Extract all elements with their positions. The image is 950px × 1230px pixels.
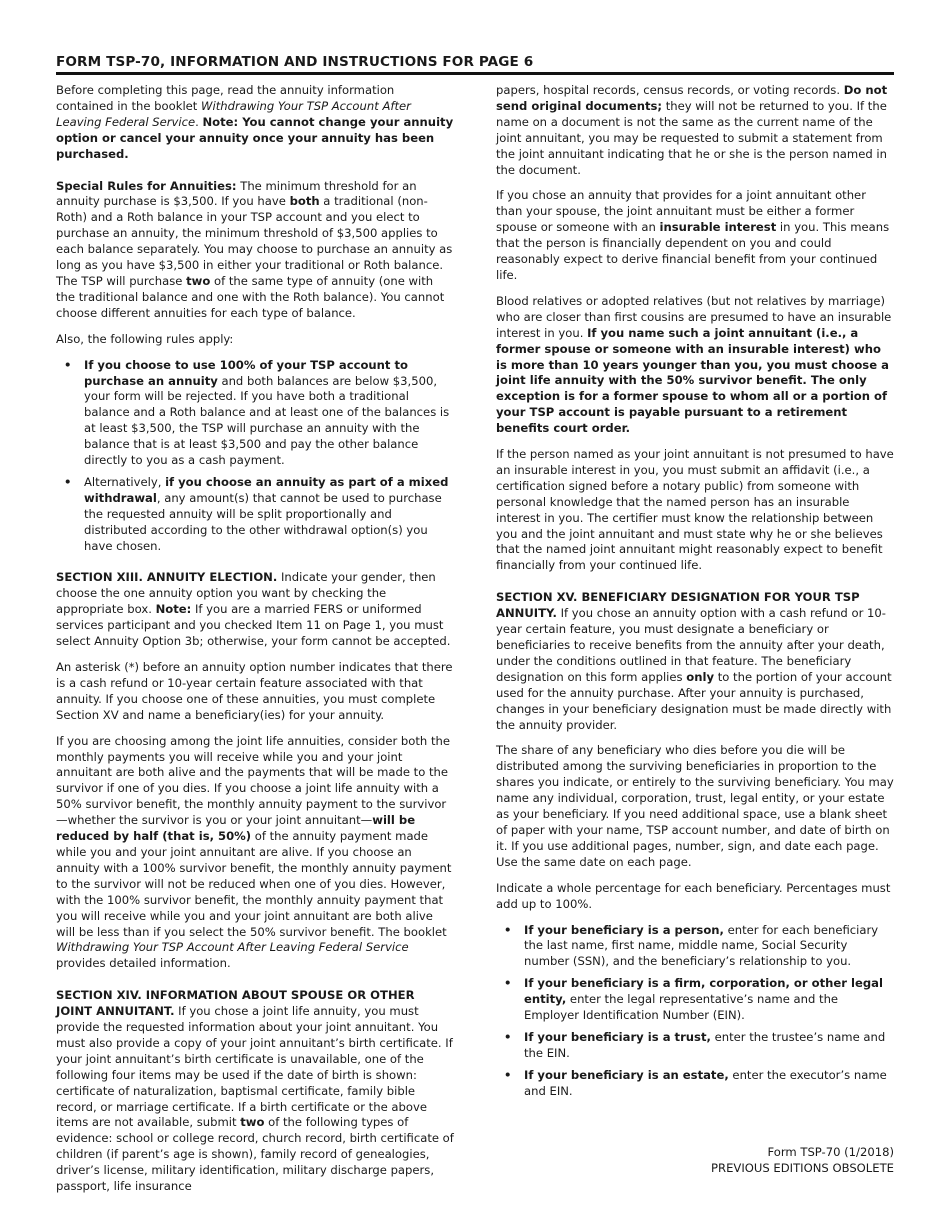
also-rules-paragraph: Also, the following rules apply: bbox=[56, 331, 234, 346]
blood-relatives-paragraph: Blood relatives or adopted relatives (but not relatives by marriage) who are closer than first cousins are presumed to have an insurable interest in you. If you name such a joint annuitant (i.e., a former spouse or someone with an insurable interest) who is more than 10 years younger than you, you must choose a joint life annuity with the 50% survivor benefit. The only exception is for a former spouse to whom all or a portion of your TSP account is payable pursuant to a retirement benefits court order. bbox=[496, 293, 892, 436]
page-header bbox=[56, 54, 894, 75]
percentage-paragraph: Indicate a whole percentage for each beneficiary. Percentages must add up to 100%. bbox=[496, 880, 891, 911]
documents-paragraph: papers, hospital records, census records, or voting records. Do not send original documents; they will not be returned to you. If the name on a document is not the same as the current name of the joint annuitant, you may be requested to submit a statement from the joint annuitant indicating that he or she is the person named in the document. bbox=[496, 83, 888, 177]
intro-paragraph: Before completing this page, read the annuity information contained in the booklet Withdrawing Your TSP Account After Leaving Federal Service. Note: You cannot change your annuity option or cancel your annuity once your annuity has been purchased. bbox=[56, 83, 454, 161]
list-item: • If your beneficiary is a person, enter for each beneficiary the last name, first name, middle name, Social Security number (SSN), and the beneficiary’s relationship to you. bbox=[524, 923, 894, 971]
list-item: • If your beneficiary is a trust, enter the trustee’s name and the EIN. bbox=[524, 1030, 894, 1062]
beneficiary-types-list bbox=[496, 923, 894, 1100]
list-item: • Alternatively, if you choose an annuity as part of a mixed withdrawal, any amount(s) that cannot be used to purchase the requested annuity will be split proportionally and distributed according to the other withdrawal option(s) you have chosen. bbox=[84, 475, 454, 555]
list-item: • If you choose to use 100% of your TSP account to purchase an annuity and both balances are below $3,500, your form will be rejected. If you have both a traditional balance and a Roth balance and at least one of the balances is at least $3,500, the TSP will purchase an annuity with the balance that is at least $3,500 and pay the other balance directly to you as a cash payment. bbox=[84, 358, 454, 469]
annuity-rules-list bbox=[56, 358, 454, 555]
list-item: • If your beneficiary is an estate, enter the executor’s name and EIN. bbox=[524, 1068, 894, 1100]
left-column bbox=[56, 83, 454, 1205]
page-title: FORM TSP-70, INFORMATION AND INSTRUCTIONS FOR PAGE 6 bbox=[56, 54, 534, 70]
asterisk-paragraph: An asterisk (*) before an annuity option number indicates that there is a cash refund or 10-year certain feature associated with that annuity. If you choose one of these annuities, you must complete Section XV and name a beneficiary(ies) for your annuity. bbox=[56, 660, 453, 722]
affidavit-paragraph: If the person named as your joint annuitant is not presumed to have an insurable interest in you, you must submit an affidavit (i.e., a certification signed before a notary public) from someone with personal knowledge that the named person has an insurable interest in you. The certifier must know the relationship between you and the joint annuitant and must state why he or she believes that the named joint annuitant might reasonably expect to benefit financially from your continued life. bbox=[496, 447, 894, 573]
form-id: Form TSP-70 (1/2018) bbox=[767, 1145, 894, 1159]
special-rules-paragraph: Special Rules for Annuities: The minimum threshold for an annuity purchase is $3,500. If you have both a traditional (non-Roth) and a Roth balance in your TSP account and you elect to purchase an annuity, the minimum threshold of $3,500 applies to each balance separately. You may choose to purchase an annuity as long as you have $3,500 in either your traditional or Roth balance. The TSP will purchase two of the same type of annuity (one with the traditional balance and one with the Roth balance). You cannot choose different annuities for each type of balance. bbox=[56, 178, 453, 320]
page-footer bbox=[711, 1145, 894, 1176]
share-paragraph: The share of any beneficiary who dies before you die will be distributed among the surviving beneficiaries in proportion to the shares you indicate, or entirely to the surviving beneficiary. You may name any individual, corporation, trust, legal entity, or your estate as your beneficiary. If you need additional space, use a blank sheet of paper with your name, TSP account number, and date of birth on it. If you use additional pages, number, sign, and date each page. Use the same date on each page. bbox=[496, 743, 894, 869]
section-15-paragraph: SECTION XV. BENEFICIARY DESIGNATION FOR YOUR TSP ANNUITY. If you chose an annuity option with a cash refund or 10-year certain feature, you must designate a beneficiary or beneficiaries to receive benefits from the annuity after your death, under the conditions outlined in that feature. The beneficiary designation on this form applies only to the portion of your account used for the annuity purchase. After your annuity is purchased, changes in your beneficiary designation must be made directly with the annuity provider. bbox=[496, 590, 892, 732]
obsolete-notice: PREVIOUS EDITIONS OBSOLETE bbox=[711, 1160, 894, 1175]
list-item: • If your beneficiary is a firm, corporation, or other legal entity, enter the legal representative’s name and the Employer Identification Number (EIN). bbox=[524, 976, 894, 1024]
section-13-paragraph: SECTION XIII. ANNUITY ELECTION. Indicate your gender, then choose the one annuity option you want by checking the appropriate box. Note: If you are a married FERS or uniformed services participant and you checked Item 11 on Page 1, you must select Annuity Option 3b; otherwise, your form cannot be accepted. bbox=[56, 570, 451, 649]
section-14-paragraph: SECTION XIV. INFORMATION ABOUT SPOUSE OR OTHER JOINT ANNUITANT. If you chose a joint life annuity, you must provide the requested information about your joint annuitant. You must also provide a copy of your joint annuitant’s birth certificate. If your joint annuitant’s birth certificate is unavailable, one of the following four items may be used if the date of birth is shown: certificate of naturalization, baptismal certificate, family bible record, or marriage certificate. If a birth certificate or the above items are not available, submit two of the following types of evidence: school or college record, church record, birth certificate of children (if parent’s age is shown), family record of genealogies, driver’s license, military identification, military discharge papers, passport, life insurance bbox=[56, 988, 454, 1194]
joint-annuity-paragraph: If you are choosing among the joint life annuities, consider both the monthly payments you will receive while you and your joint annuitant are both alive and the payments that will be made to the survivor if one of you dies. If you choose a joint life annuity with a 50% survivor benefit, the monthly annuity payment to the survivor—whether the survivor is you or your joint annuitant—will be reduced by half (that is, 50%) of the annuity payment made while you and your joint annuitant are alive. If you choose an annuity with a 100% survivor benefit, the monthly annuity payment to the survivor will not be reduced when one of you dies. However, with the 100% survivor benefit, the monthly annuity payment that you will receive while you and your joint annuitant are both alive will be less than if you select the 50% survivor benefit. The booklet Withdrawing Your TSP Account After Leaving Federal Service provides detailed information. bbox=[56, 733, 452, 971]
right-column bbox=[496, 83, 894, 1110]
insurable-interest-paragraph: If you chose an annuity that provides for a joint annuitant other than your spouse, the joint annuitant must be either a former spouse or someone with an insurable interest in you. This means that the person is financially dependent on you and could reasonably expect to derive financial benefit from your continued life. bbox=[496, 188, 890, 282]
